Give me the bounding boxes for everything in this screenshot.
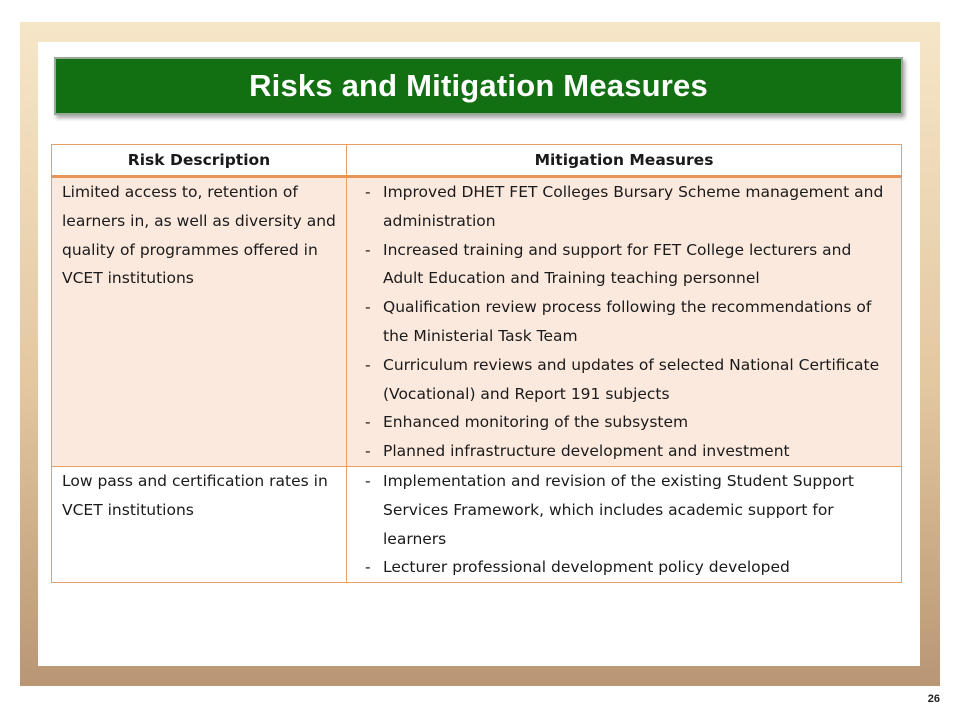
table-row	[52, 177, 902, 467]
risk-cell: Limited access to, retention of learners in, as well as diversity and quality of programmes offered in VCET institutions	[52, 177, 347, 467]
list-item: - Increased training and support for FET College lecturers and Adult Education and Training teaching personnel	[383, 236, 895, 294]
list-item: - Curriculum reviews and updates of selected National Certificate (Vocational) and Report 191 subjects	[383, 351, 895, 409]
page-number: 26	[927, 693, 940, 705]
list-item: - Improved DHET FET Colleges Bursary Scheme management and administration	[383, 178, 895, 236]
table-header-row	[52, 145, 902, 177]
risk-table	[51, 144, 902, 583]
list-item: - Planned infrastructure development and investment	[383, 437, 895, 466]
table-row	[52, 466, 902, 582]
title-banner	[54, 57, 903, 115]
risk-cell: Low pass and certification rates in VCET institutions	[52, 466, 347, 582]
measures-list	[357, 178, 895, 466]
header-risk-description: Risk Description	[52, 145, 347, 177]
list-item: - Lecturer professional development policy developed	[383, 553, 895, 582]
measures-list	[357, 467, 895, 582]
header-mitigation-measures: Mitigation Measures	[347, 145, 902, 177]
measures-cell	[347, 177, 902, 467]
slide-title: Risks and Mitigation Measures	[249, 68, 708, 103]
list-item: - Implementation and revision of the existing Student Support Services Framework, which includes academic support for learners	[383, 467, 895, 553]
measures-cell	[347, 466, 902, 582]
list-item: - Qualification review process following the recommendations of the Ministerial Task Team	[383, 293, 895, 351]
list-item: - Enhanced monitoring of the subsystem	[383, 408, 895, 437]
